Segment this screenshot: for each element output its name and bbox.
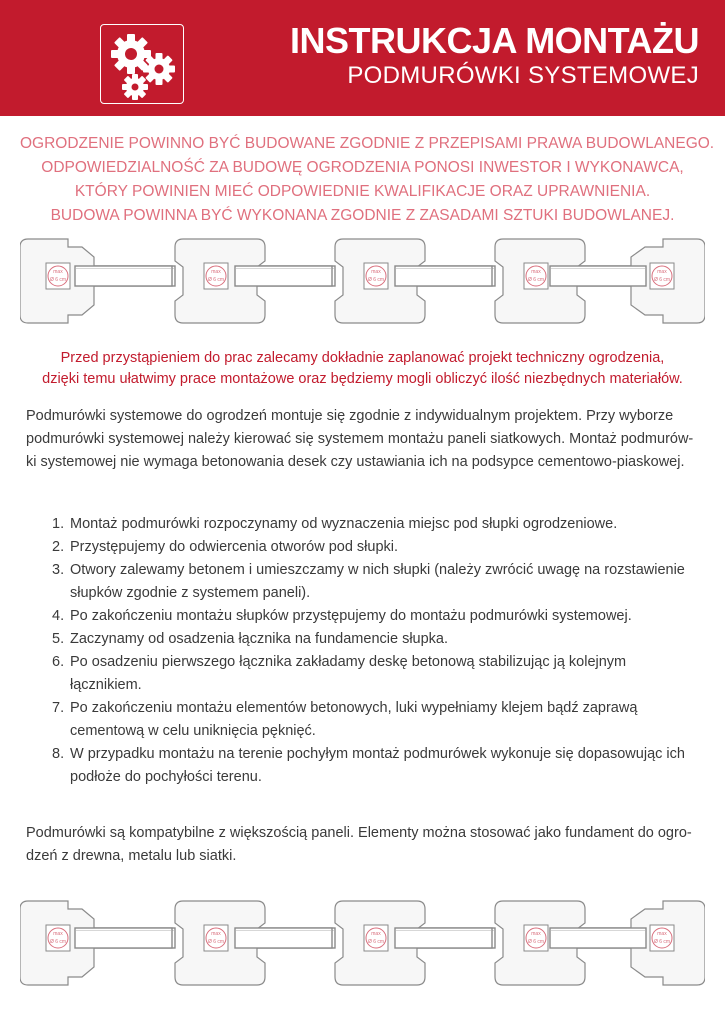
compatibility-paragraph: [26, 822, 698, 868]
post-label-diameter: Ø 6 cm: [653, 277, 671, 283]
post-label-max: max: [657, 931, 667, 937]
step-text: Po osadzeniu pierwszego łącznika zakładamy deskę betonową stabilizując ją kolejnym: [70, 654, 627, 670]
step-number: 4.: [52, 608, 65, 624]
post-label-max: max: [657, 269, 667, 275]
step-number: 3.: [52, 562, 65, 578]
logo-box: [100, 24, 184, 104]
post-label-diameter: Ø 6 cm: [527, 277, 545, 283]
post-marker: [46, 263, 70, 289]
post-label-max: max: [371, 931, 381, 937]
post-marker: [650, 925, 674, 951]
post-label-max: max: [211, 931, 221, 937]
post-marker: [650, 263, 674, 289]
installation-steps: [52, 513, 702, 789]
post-label-max: max: [371, 269, 381, 275]
step-text: cementową w celu uniknięcia pęknięć.: [70, 723, 316, 739]
post-label-diameter: Ø 6 cm: [207, 277, 225, 283]
post-marker: [364, 925, 388, 951]
step-item: [52, 628, 702, 651]
step-number: 6.: [52, 654, 65, 670]
step-number: 7.: [52, 700, 65, 716]
concrete-board: [550, 266, 646, 286]
header-banner: [0, 0, 725, 116]
step-item: [52, 743, 702, 789]
step-text: słupków zgodnie z systemem paneli).: [70, 585, 311, 601]
step-item: [52, 536, 702, 559]
step-item: [52, 697, 702, 743]
concrete-board: [395, 266, 492, 286]
step-text: W przypadku montażu na terenie pochyłym montaż podmurówek wykonuje się dopasowując ich: [70, 746, 685, 762]
post-marker: [524, 263, 548, 289]
legal-notice-line: OGRODZENIE POWINNO BYĆ BUDOWANE ZGODNIE Z PRZEPISAMI PRAWA BUDOWLANEGO.: [20, 135, 715, 152]
post-label-max: max: [53, 931, 63, 937]
step-number: 8.: [52, 746, 65, 762]
step-item: [52, 605, 702, 628]
legal-notice: [20, 132, 715, 228]
post-marker: [524, 925, 548, 951]
post-marker: [204, 263, 228, 289]
paragraph-line: dzeń z drewna, metalu lub siatki.: [26, 848, 237, 864]
post-marker: [364, 263, 388, 289]
concrete-board: [75, 928, 172, 948]
foundation-diagram-svg: [20, 898, 705, 988]
step-item: [52, 513, 702, 536]
step-text: podłoże do pochyłości terenu.: [70, 769, 262, 785]
foundation-diagram-bottom: [20, 898, 705, 988]
page-subtitle: PODMURÓWKI SYSTEMOWEJ: [347, 62, 699, 89]
post-marker: [46, 925, 70, 951]
planning-advice-line: dzięki temu ułatwimy prace montażowe oraz będziemy mogli obliczyć ilość niezbędnych materiałów.: [42, 371, 683, 387]
post-label-diameter: Ø 6 cm: [653, 939, 671, 945]
concrete-board: [235, 928, 332, 948]
post-label-max: max: [211, 269, 221, 275]
post-label-max: max: [531, 931, 541, 937]
foundation-diagram-svg: [20, 236, 705, 326]
post-label-diameter: Ø 6 cm: [367, 939, 385, 945]
step-number: 2.: [52, 539, 65, 555]
planning-advice-line: Przed przystąpieniem do prac zalecamy dokładnie zaplanować projekt techniczny ogrodzenia,: [60, 350, 665, 366]
step-text: Po zakończeniu montażu słupków przystępujemy do montażu podmurówki systemowej.: [70, 608, 632, 624]
post-label-diameter: Ø 6 cm: [527, 939, 545, 945]
concrete-board: [75, 266, 172, 286]
paragraph-line: Podmurówki systemowe do ogrodzeń montuje się zgodnie z indywidualnym projektem. Przy wyborze: [26, 408, 674, 424]
concrete-board: [550, 928, 646, 948]
step-text: Po zakończeniu montażu elementów betonowych, luki wypełniamy klejem bądź zaprawą: [70, 700, 638, 716]
intro-paragraph: [26, 405, 698, 474]
planning-advice: [20, 348, 705, 390]
post-label-max: max: [531, 269, 541, 275]
concrete-board: [235, 266, 332, 286]
post-marker: [204, 925, 228, 951]
concrete-board: [395, 928, 492, 948]
step-text: Montaż podmurówki rozpoczynamy od wyznaczenia miejsc pod słupki ogrodzeniowe.: [70, 516, 618, 532]
page-title: INSTRUKCJA MONTAŻU: [290, 20, 699, 61]
step-item: [52, 651, 702, 697]
foundation-diagram-top: [20, 236, 705, 326]
legal-notice-line: ODPOWIEDZIALNOŚĆ ZA BUDOWĘ OGRODZENIA PONOSI INWESTOR I WYKONAWCA,: [41, 159, 684, 176]
legal-notice-line: KTÓRY POWINIEN MIEĆ ODPOWIEDNIE KWALIFIKACJE ORAZ UPRAWNIENIA.: [74, 183, 651, 200]
gears-icon: [101, 25, 185, 105]
post-label-diameter: Ø 6 cm: [49, 939, 67, 945]
step-text: łącznikiem.: [70, 677, 142, 693]
step-number: 5.: [52, 631, 65, 647]
step-item: [52, 559, 702, 605]
step-text: Zaczynamy od osadzenia łącznika na fundamencie słupka.: [70, 631, 449, 647]
post-label-max: max: [53, 269, 63, 275]
step-text: Przystępujemy do odwiercenia otworów pod słupki.: [70, 539, 399, 555]
legal-notice-line: BUDOWA POWINNA BYĆ WYKONANA ZGODNIE Z ZASADAMI SZTUKI BUDOWLANEJ.: [50, 207, 675, 224]
post-label-diameter: Ø 6 cm: [367, 277, 385, 283]
post-label-diameter: Ø 6 cm: [49, 277, 67, 283]
step-text: Otwory zalewamy betonem i umieszczamy w nich słupki (należy zwrócić uwagę na rozstawienie: [70, 562, 685, 578]
paragraph-line: Podmurówki są kompatybilne z większością paneli. Elementy można stosować jako fundament do ogro-: [26, 825, 692, 841]
paragraph-line: podmurówki systemowej należy kierować się systemem montażu paneli siatkowych. Montaż podmurów-: [26, 431, 694, 447]
paragraph-line: ki systemowej nie wymaga betonowania desek czy ustawiania ich na podsypce cementowo-piaskowej.: [26, 454, 685, 470]
post-label-diameter: Ø 6 cm: [207, 939, 225, 945]
step-number: 1.: [52, 516, 65, 532]
